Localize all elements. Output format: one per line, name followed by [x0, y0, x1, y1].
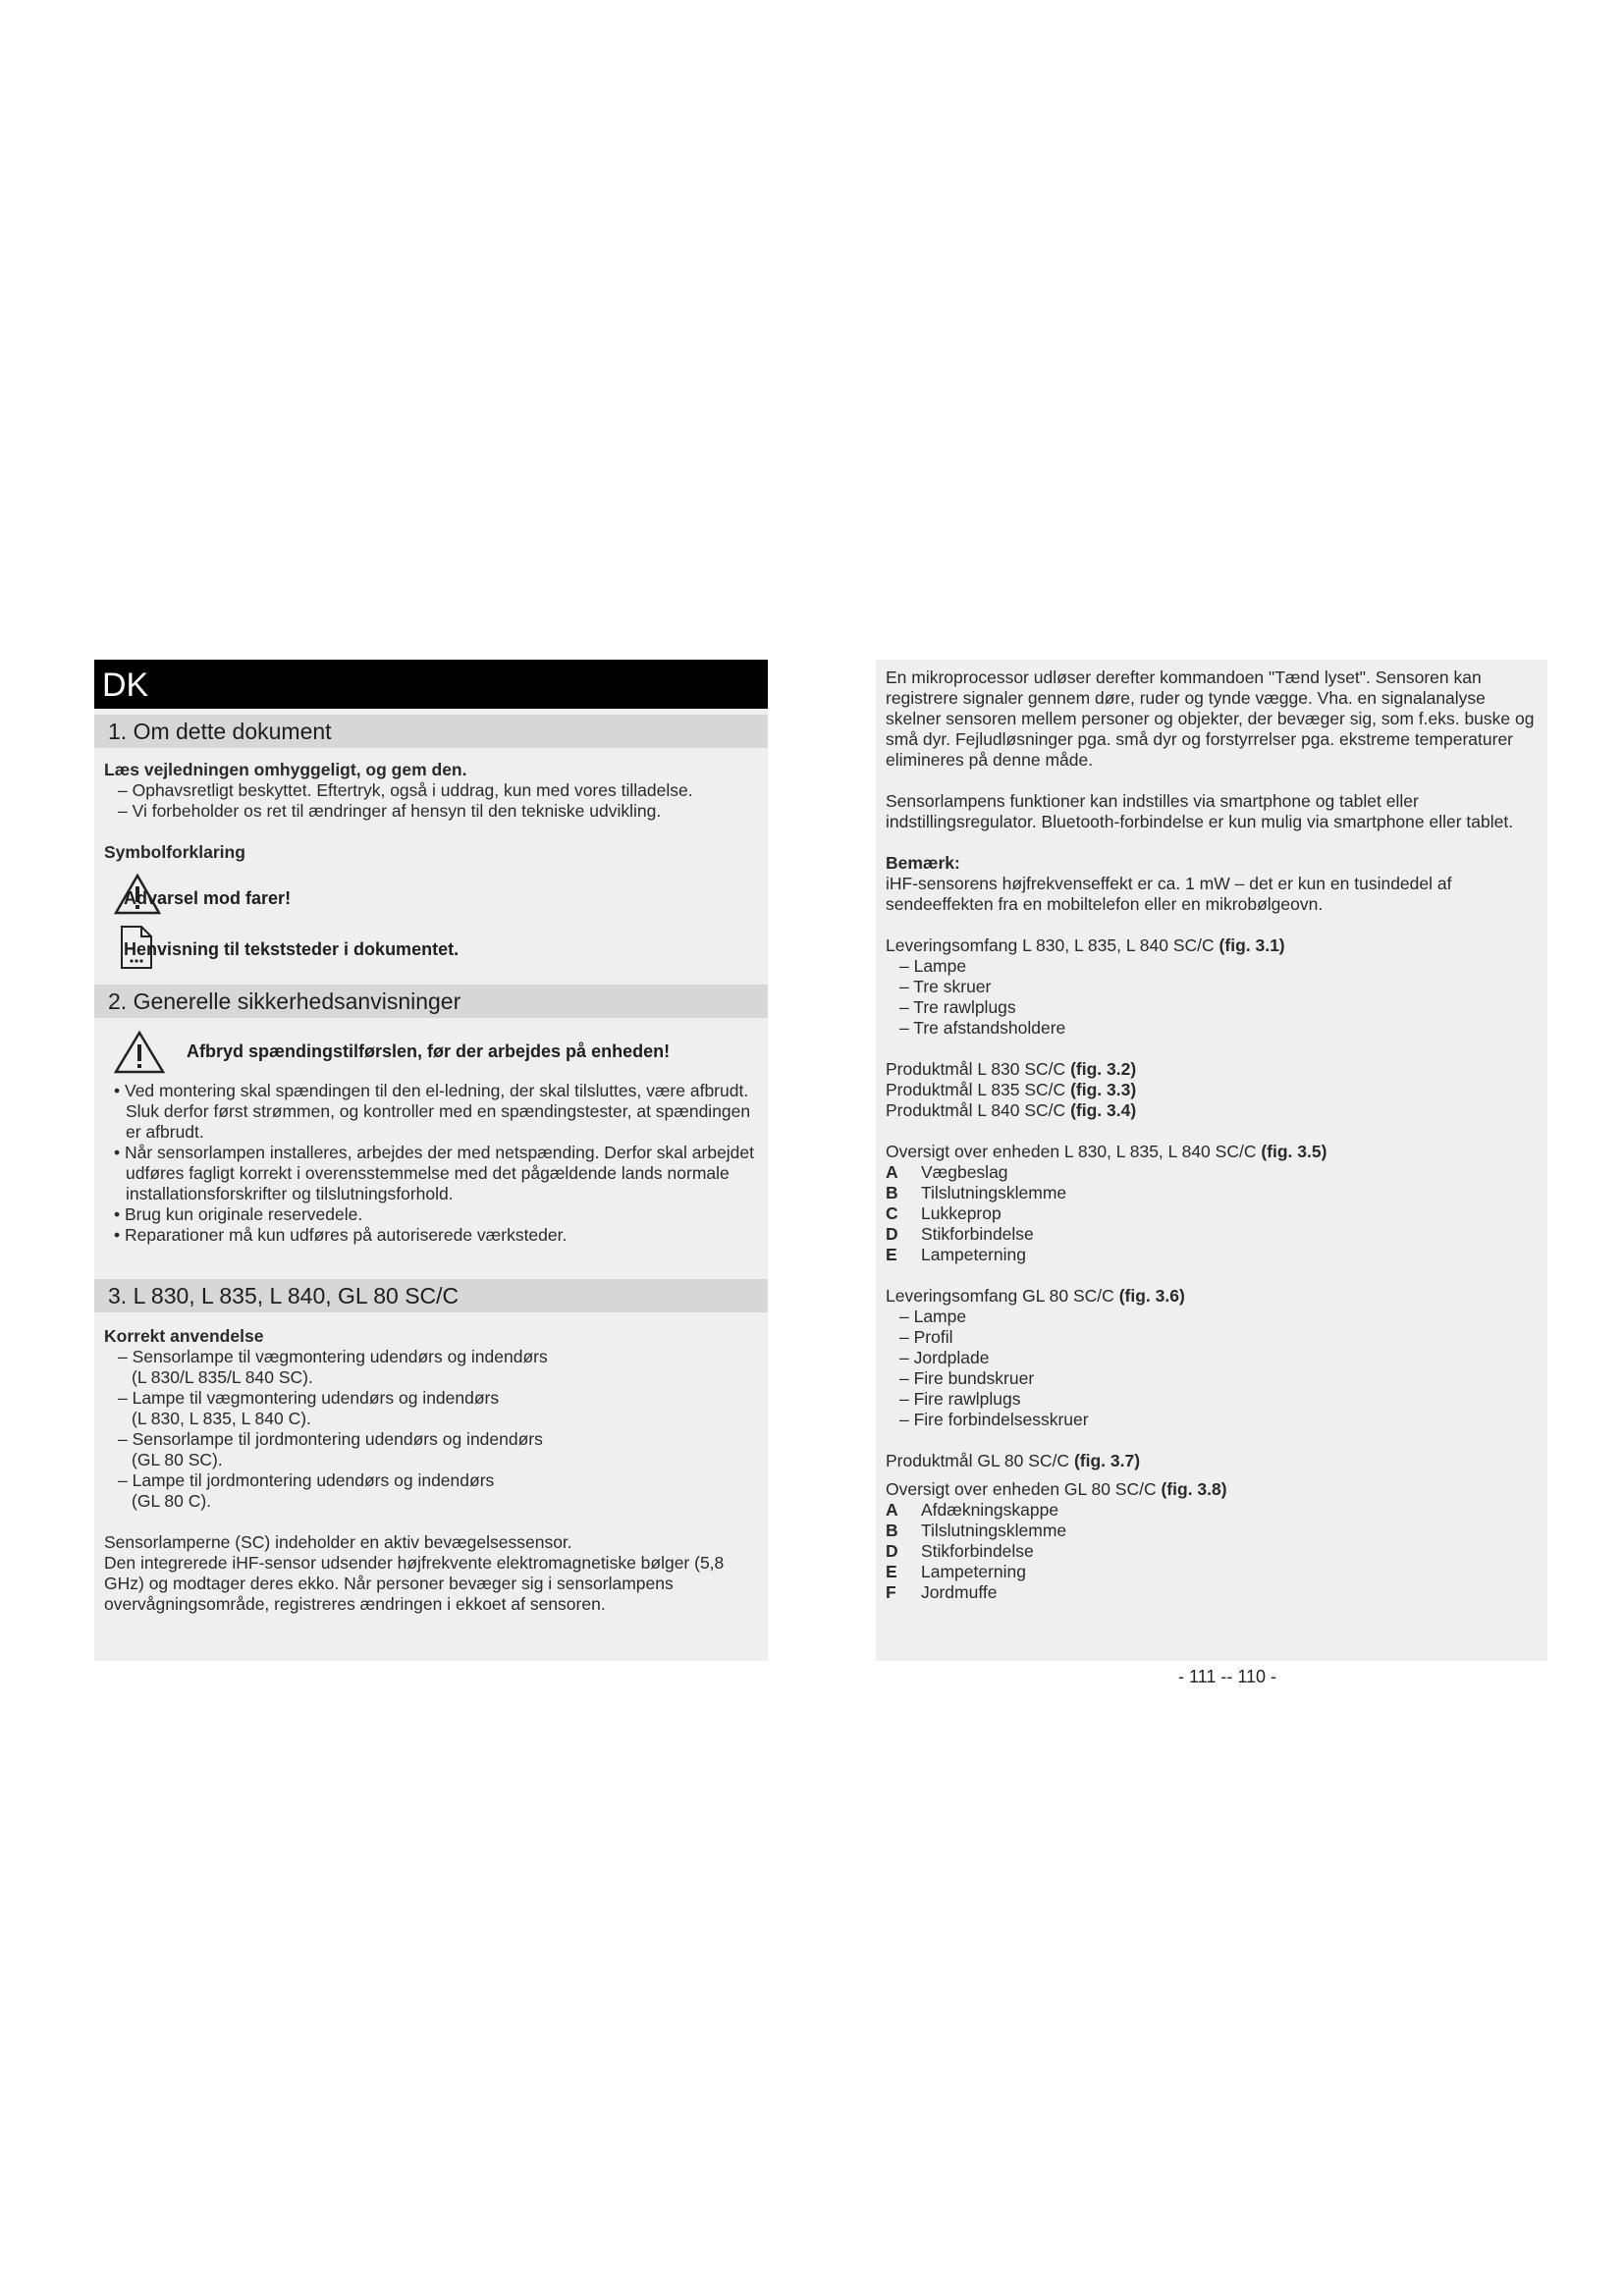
intended-use-item: – Sensorlampe til jordmontering udendørs og indendørs [118, 1429, 543, 1449]
delivery-item: – Tre skruer [899, 977, 992, 996]
microprocessor-paragraph: En mikroprocessor udløser derefter kommandoen "Tænd lyset". Sensoren kan registrere signaler gennem døre, ruder og tynde vægge. Vha. en signalanalyse skelner sensoren mellem personer og objekter, der bevæger sig, som f.eks. buske og små dyr. Fejludløsninger pga. små dyr og forstyrrelser pga. ekstreme temperaturer elimineres på denne måde. [886, 667, 1535, 770]
delivery-item: – Tre rawlplugs [899, 997, 1016, 1017]
product-dimension-gl [886, 1451, 1538, 1471]
overview-item-letter: F [886, 1582, 896, 1602]
delivery-item: – Lampe [899, 1307, 967, 1326]
intended-use-note: (L 830/L 835/L 840 SC). [132, 1367, 313, 1387]
right-column-body [876, 660, 1547, 1603]
intended-use-note: (GL 80 C). [132, 1491, 212, 1511]
overview-item-letter: A [886, 1500, 898, 1520]
overview-item-letter: B [886, 1521, 898, 1540]
product-dimension-label: Produktmål GL 80 SC/C [886, 1451, 1070, 1470]
delivery-item: – Profil [899, 1327, 953, 1347]
section-1-heading: 1. Om dette dokument [94, 715, 768, 748]
overview-item-text: Tilslutningsklemme [921, 1521, 1067, 1540]
overview-item [886, 1203, 1538, 1224]
overview-item-text: Stikforbindelse [921, 1541, 1034, 1561]
overview-item-text: Jordmuffe [921, 1582, 998, 1602]
overview-item-letter: A [886, 1162, 898, 1182]
intended-use-note: (L 830, L 835, L 840 C). [132, 1409, 311, 1428]
note-text: iHF-sensorens højfrekvenseffekt er ca. 1 mW – det er kun en tusindedel af sendeeffekten fra en mobiltelefon eller en mikrobølgeovn. [886, 874, 1452, 914]
delivery-scope-1-fig: (fig. 3.1) [1218, 935, 1285, 955]
overview-item-letter: D [886, 1224, 898, 1244]
symbol-legend-title: Symbolforklaring [104, 842, 245, 862]
left-column [94, 660, 768, 1661]
safety-bullet: • Reparationer må kun udføres på autoriserede værksteder. [114, 1225, 568, 1245]
language-label: DK [94, 660, 768, 709]
overview-item [886, 1521, 1538, 1541]
overview-2-label: Oversigt over enheden GL 80 SC/C [886, 1479, 1157, 1499]
overview-2-heading [886, 1479, 1538, 1500]
overview-item [886, 1224, 1538, 1245]
product-dimension [886, 1100, 1538, 1121]
delivery-scope-2-label: Leveringsomfang GL 80 SC/C [886, 1286, 1114, 1306]
delivery-item: – Fire bundskruer [899, 1368, 1035, 1388]
overview-item-text: Vægbeslag [921, 1162, 1008, 1182]
delivery-item: – Fire rawlplugs [899, 1389, 1021, 1409]
symbol-reference-label: Henvisning til tekststeder i dokumentet. [124, 939, 460, 959]
overview-item-text: Lukkeprop [921, 1203, 1001, 1223]
delivery-scope-2-fig: (fig. 3.6) [1118, 1286, 1185, 1306]
product-dimension-label: Produktmål L 835 SC/C [886, 1080, 1066, 1099]
note-title: Bemærk: [886, 853, 960, 873]
delivery-scope-1-heading [886, 935, 1538, 956]
product-dimension-label: Produktmål L 830 SC/C [886, 1059, 1066, 1079]
symbol-reference-row [104, 924, 758, 971]
overview-item-letter: D [886, 1541, 898, 1561]
right-column [876, 660, 1547, 1661]
delivery-item: – Jordplade [899, 1348, 990, 1367]
intended-use-item: – Lampe til vægmontering udendørs og indendørs [118, 1388, 500, 1408]
overview-item-text: Lampeterning [921, 1562, 1027, 1581]
section-3-heading: 3. L 830, L 835, L 840, GL 80 SC/C [94, 1279, 768, 1312]
warning-triangle-icon [114, 1030, 165, 1075]
sensor-paragraph: Den integrerede iHF-sensor udsender højfrekvente elektromagnetiske bølger (5,8 GHz) og modtager deres ekko. Når personer bevæger sig i sensorlampens overvågningsområde, registreres ændringen i ekkoet af sensoren. [104, 1553, 725, 1614]
overview-item [886, 1500, 1538, 1521]
intended-use-item: – Sensorlampe til vægmontering udendørs og indendørs [118, 1347, 548, 1366]
delivery-item: – Lampe [899, 956, 967, 976]
delivery-scope-2-heading [886, 1286, 1538, 1307]
sensor-paragraph: Sensorlamperne (SC) indeholder en aktiv bevægelsessensor. [104, 1532, 572, 1552]
safety-bullet: • Brug kun originale reservedele. [114, 1204, 363, 1224]
section-2-warning [104, 1026, 758, 1081]
product-dimension-fig: (fig. 3.4) [1070, 1100, 1137, 1120]
overview-item-text: Stikforbindelse [921, 1224, 1034, 1244]
section-3-body [94, 1312, 768, 1615]
overview-item-letter: E [886, 1245, 897, 1264]
overview-item [886, 1162, 1538, 1183]
product-dimension-label: Produktmål L 840 SC/C [886, 1100, 1066, 1120]
overview-item [886, 1245, 1538, 1265]
intended-use-title: Korrekt anvendelse [104, 1326, 264, 1346]
settings-paragraph: Sensorlampens funktioner kan indstilles via smartphone og tablet eller indstillingsregulator. Bluetooth-forbindelse er kun mulig via smartphone eller tablet. [886, 791, 1514, 831]
overview-item [886, 1541, 1538, 1562]
intended-use-item: – Lampe til jordmontering udendørs og indendørs [118, 1470, 495, 1490]
overview-item-text: Tilslutningsklemme [921, 1183, 1067, 1202]
delivery-item: – Fire forbindelsesskruer [899, 1410, 1089, 1429]
overview-item-letter: B [886, 1183, 898, 1202]
safety-bullet: • Når sensorlampen installeres, arbejdes der med netspænding. Derfor skal arbejdet udføres fagligt korrekt i overensstemmelse med det pågældende lands normale installationsforskrifter og tilslutningsforhold. [114, 1143, 755, 1203]
overview-1-heading [886, 1142, 1538, 1162]
overview-item [886, 1183, 1538, 1203]
section-1-intro: Læs vejledningen omhyggeligt, og gem den. [104, 760, 467, 779]
product-dimension-fig: (fig. 3.7) [1073, 1451, 1141, 1470]
section-1-item: – Vi forbeholder os ret til ændringer af hensyn til den tekniske udvikling. [118, 801, 662, 821]
overview-1-fig: (fig. 3.5) [1261, 1142, 1327, 1161]
product-dimension-fig: (fig. 3.2) [1070, 1059, 1137, 1079]
section-1-body [94, 748, 768, 971]
overview-item-letter: E [886, 1562, 897, 1581]
intended-use-note: (GL 80 SC). [132, 1450, 223, 1469]
overview-2-fig: (fig. 3.8) [1161, 1479, 1227, 1499]
product-dimension [886, 1080, 1538, 1100]
overview-item-text: Lampeterning [921, 1245, 1027, 1264]
overview-1-label: Oversigt over enheden L 830, L 835, L 840 SC/C [886, 1142, 1257, 1161]
overview-item-text: Afdækningskappe [921, 1500, 1059, 1520]
section-2-body [94, 1018, 768, 1246]
delivery-scope-1-label: Leveringsomfang L 830, L 835, L 840 SC/C [886, 935, 1215, 955]
overview-item [886, 1562, 1538, 1582]
safety-bullet: • Ved montering skal spændingen til den el-ledning, der skal tilsluttes, være afbrudt. Sluk derfor først strømmen, og kontroller med en spændingstester, at spændingen er afbrudt. [114, 1081, 751, 1142]
section-2-warning-text: Afbryd spændingstilførslen, før der arbejdes på enheden! [187, 1041, 671, 1061]
product-dimension [886, 1059, 1538, 1080]
delivery-item: – Tre afstandsholdere [899, 1018, 1066, 1038]
symbol-warning-row [104, 873, 758, 920]
product-dimension-fig: (fig. 3.3) [1070, 1080, 1137, 1099]
overview-item-letter: C [886, 1203, 898, 1223]
section-2-heading: 2. Generelle sikkerhedsanvisninger [94, 985, 768, 1018]
symbol-warning-label: Advarsel mod farer! [124, 888, 292, 908]
page-numbers: - 111 -- 110 - [1178, 1667, 1277, 1686]
section-1-item: – Ophavsretligt beskyttet. Eftertryk, også i uddrag, kun med vores tilladelse. [118, 780, 693, 800]
overview-item [886, 1582, 1538, 1603]
